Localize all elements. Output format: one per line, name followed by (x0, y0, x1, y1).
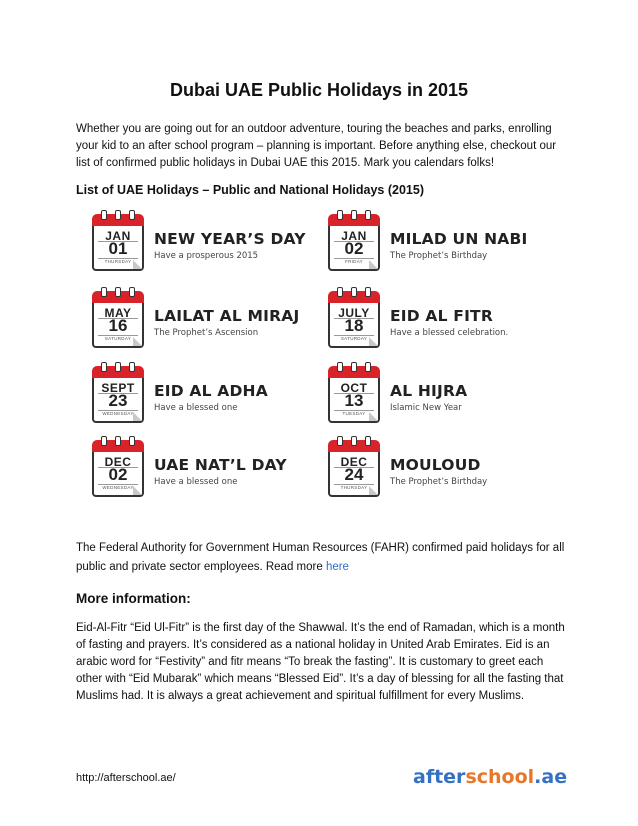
footer-url-link[interactable]: http://afterschool.ae/ (76, 772, 176, 784)
calendar-weekday: THURSDAY (340, 485, 368, 490)
calendar-day: 13 (344, 391, 364, 410)
calendar-month: DEC (104, 455, 132, 469)
calendar-day: 18 (344, 316, 364, 335)
calendar-icon (328, 436, 380, 499)
calendar-weekday: WEDNESDAY (102, 411, 134, 416)
holiday-milad-un-nabi (328, 210, 568, 280)
calendar-weekday: SATURDAY (340, 336, 368, 341)
holiday-name: EID AL FITR (390, 307, 493, 325)
holiday-grid (92, 210, 562, 510)
afterschool-logo[interactable] (413, 766, 568, 792)
holiday-name: NEW YEAR’S DAY (154, 230, 306, 248)
holiday-mouloud (328, 436, 568, 506)
fahr-paragraph (76, 539, 566, 577)
holiday-subtitle: Have a blessed one (154, 477, 238, 487)
calendar-day: 02 (344, 239, 364, 258)
holiday-list-heading: List of UAE Holidays – Public and National Holidays (2015) (76, 183, 424, 197)
calendar-day: 01 (108, 239, 128, 258)
holiday-al-hijra (328, 362, 568, 432)
holiday-subtitle: The Prophet’s Birthday (390, 477, 488, 487)
read-more-link[interactable]: here (325, 561, 349, 573)
calendar-icon (92, 287, 144, 350)
holiday-name: EID AL ADHA (154, 382, 268, 400)
calendar-month: JAN (105, 229, 131, 243)
holiday-lailat-al-miraj (92, 287, 332, 357)
eid-paragraph: Eid-Al-Fitr “Eid Ul-Fitr” is the first day of the Shawwal. It’s the end of Ramadan, which is a month of fasting and prayers. It’s considered as a national holiday in United Arab Emirates. Eid is an arabic word for “Festivity” and fitr means “To break the fasting”. It is customary to greet each other with “Eid Mubarak” which means “Blessed Eid”. It’s a day of blessing for all the fasting that Muslims had. It is always a great achievement and spiritual fulfillment for every Muslims. (76, 622, 565, 702)
holiday-subtitle: The Prophet’s Ascension (154, 328, 259, 338)
holiday-name: AL HIJRA (390, 382, 468, 400)
calendar-month: JULY (338, 306, 370, 320)
holiday-new-years-day (92, 210, 332, 280)
calendar-icon (92, 436, 144, 499)
holiday-name: UAE NAT’L DAY (154, 456, 287, 474)
calendar-icon (92, 210, 144, 273)
more-information-heading: More information: (76, 591, 191, 606)
logo-part-ae: .ae (534, 766, 568, 788)
calendar-weekday: THURSDAY (104, 259, 132, 264)
calendar-day: 02 (108, 465, 128, 484)
calendar-month: SEPT (101, 381, 135, 395)
holiday-subtitle: The Prophet’s Birthday (390, 251, 488, 261)
holiday-eid-al-fitr (328, 287, 568, 357)
calendar-weekday: TUESDAY (342, 411, 366, 416)
holiday-name: LAILAT AL MIRAJ (154, 307, 300, 325)
calendar-month: JAN (341, 229, 367, 243)
holiday-eid-al-adha (92, 362, 332, 432)
calendar-icon (328, 287, 380, 350)
page-title: Dubai UAE Public Holidays in 2015 (169, 80, 469, 100)
calendar-day: 16 (108, 316, 128, 335)
holiday-name: MILAD UN NABI (390, 230, 528, 248)
intro-paragraph: Whether you are going out for an outdoor adventure, touring the beaches and parks, enrolling your kid to an after school program – planning is important. Before anything else, checkout our list of confirmed public holidays in Dubai UAE this 2015. Mark you calendars folks! (76, 123, 557, 169)
calendar-weekday: FRIDAY (345, 259, 363, 264)
logo-part-after: after (413, 766, 466, 788)
logo-part-school: school (465, 766, 535, 788)
calendar-day: 23 (108, 391, 128, 410)
holiday-subtitle: Have a prosperous 2015 (154, 251, 259, 261)
calendar-icon (92, 362, 144, 425)
calendar-month: OCT (340, 381, 368, 395)
calendar-weekday: SATURDAY (104, 336, 132, 341)
calendar-icon (328, 210, 380, 273)
calendar-day: 24 (344, 465, 364, 484)
holiday-subtitle: Have a blessed celebration. (390, 328, 509, 338)
holiday-uae-national-day (92, 436, 332, 506)
calendar-month: DEC (340, 455, 368, 469)
fahr-text: The Federal Authority for Government Human Resources (FAHR) confirmed paid holidays for all public and private sector employees. Read more (76, 542, 565, 573)
calendar-month: MAY (104, 306, 132, 320)
calendar-icon (328, 362, 380, 425)
holiday-name: MOULOUD (390, 456, 481, 474)
holiday-subtitle: Islamic New Year (390, 403, 462, 413)
calendar-weekday: WEDNESDAY (102, 485, 134, 490)
holiday-subtitle: Have a blessed one (154, 403, 238, 413)
